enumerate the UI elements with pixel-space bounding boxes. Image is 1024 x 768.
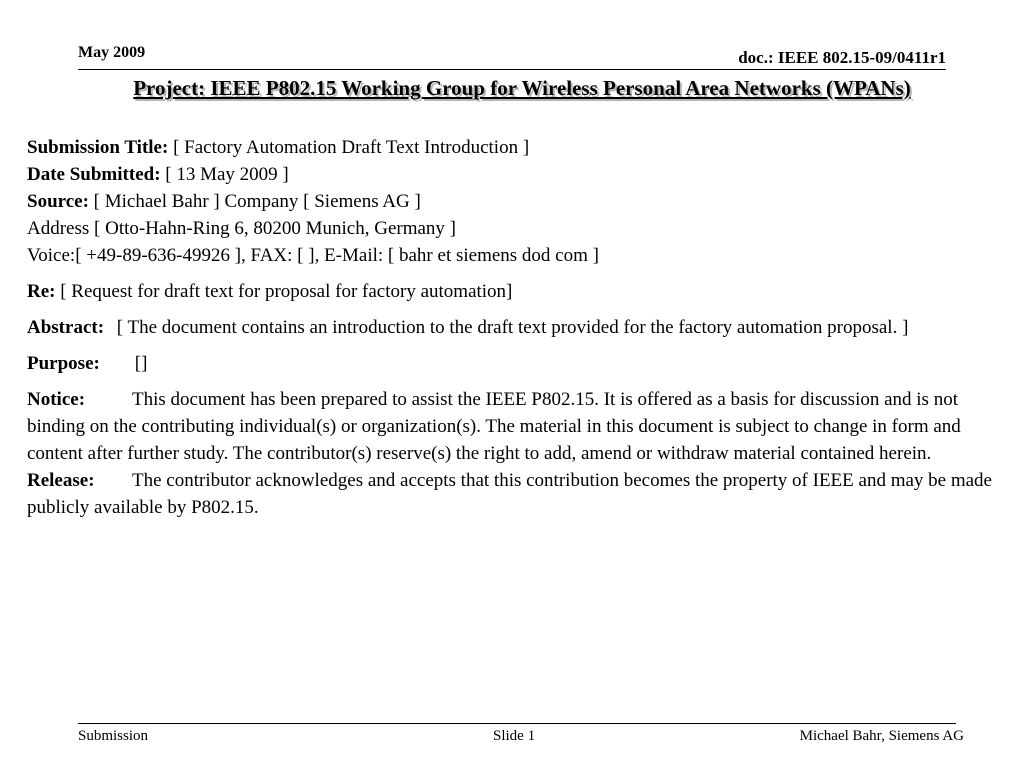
purpose-value: [] [134,353,148,374]
submission-title-value: [ Factory Automation Draft Text Introduction ] [173,137,530,158]
header-divider [78,69,946,70]
source-line [27,188,1015,215]
header-date: May 2009 [78,44,146,61]
purpose-label: Purpose: [27,353,100,374]
release-paragraph [27,467,1015,521]
source-label: Source: [27,191,89,212]
submission-title-label: Submission Title: [27,137,169,158]
footer-divider [78,723,956,724]
submission-title-line [27,134,1015,161]
header-doc-id: doc.: IEEE 802.15-09/0411r1 [738,48,946,67]
date-submitted-label: Date Submitted: [27,164,161,185]
slide-body [27,134,1015,521]
purpose-line [27,350,1015,377]
footer-slide-number: Slide 1 [493,728,536,744]
abstract-value: [ The document contains an introduction to the draft text provided for the factory automation proposal. ] [116,317,909,338]
voice-line: Voice:[ +49-89-636-49926 ], FAX: [ ], E-Mail: [ bahr et siemens dod com ] [27,245,599,266]
abstract-label: Abstract: [27,317,105,338]
re-label: Re: [27,281,56,302]
notice-value: This document has been prepared to assist the IEEE P802.15. It is offered as a basis for discussion and is not binding on the contributing individual(s) or organization(s). The material in this document is subject to change in form and content after further study. The contributor(s) reserve(s) the right to add, amend or withdraw material contained herein. [27,389,961,464]
abstract-line [27,314,1015,341]
date-submitted-line [27,161,1015,188]
footer-submission: Submission [78,728,149,744]
source-value: [ Michael Bahr ] Company [ Siemens AG ] [93,191,421,212]
notice-paragraph [27,386,1015,467]
address-line: Address [ Otto-Hahn-Ring 6, 80200 Munich, Germany ] [27,218,457,239]
release-label: Release: [27,470,95,491]
re-value: [ Request for draft text for proposal for factory automation] [60,281,513,302]
date-submitted-value: [ 13 May 2009 ] [165,164,289,185]
re-line [27,278,1015,305]
project-title: Project: IEEE P802.15 Working Group for Wireless Personal Area Networks (WPANs) [133,76,911,100]
footer-author: Michael Bahr, Siemens AG [799,728,964,744]
notice-label: Notice: [27,389,86,410]
release-value: The contributor acknowledges and accepts that this contribution becomes the property of IEEE and may be made publicly available by P802.15. [27,470,992,518]
